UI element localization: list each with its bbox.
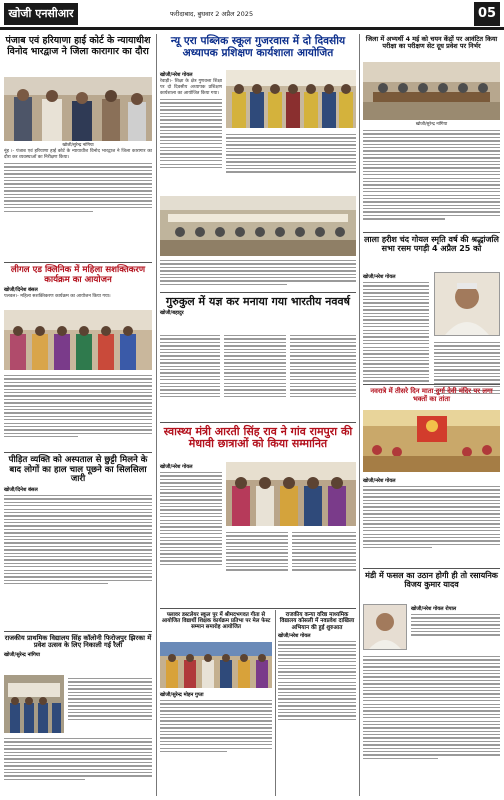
story-left-top: [4, 36, 152, 57]
story-center-top-body-2: [226, 132, 356, 175]
story-center-bottom: [160, 612, 272, 630]
headline: पीड़ित व्यक्ति को अस्पताल से छुट्टी मिलने के बाद लोगों का हाल चाल पूछने का सिलसिला जारी: [8, 455, 148, 485]
divider: [363, 232, 500, 233]
story-photo-health-minister: [226, 462, 356, 526]
portrait-photo: [434, 272, 500, 336]
story-right-mid-body: [363, 272, 429, 384]
body-text-lines: [68, 678, 152, 720]
column-divider: [275, 610, 276, 796]
story-photo-rally: [4, 675, 64, 733]
story-lead: रेवाड़ी।- शिक्षा के क्षेत्र गुणवत्ता शिक्षा पर दो दिवसीय अध्यापक प्रशिक्षण कार्यशाला का आयोजित किया गया।: [160, 79, 222, 96]
headline: राजकीय कन्या वरिष्ठ माध्यमिक विद्यालय कोसली में नवप्रवेश दाखिला अभियान की हुई शुरुआत: [279, 612, 355, 631]
column-divider: [359, 34, 360, 796]
story-center-mid-body: [160, 333, 220, 400]
story-center-mid-body-3: [290, 333, 356, 400]
photo-caption: खोजी/सुरेन्द्र नांगिया: [415, 122, 448, 127]
photo-caption: खोजी/सुरेन्द्र नांगिया: [62, 143, 94, 148]
story-photo-legal-aid: [4, 310, 152, 370]
headline: नवरात्रे में तीसरे दिन माता दुर्गा देवी मंदिर पर लगा भक्तों का तांता: [370, 387, 493, 403]
story-center-bottom-body: [160, 690, 272, 754]
story-photo-workshop-2: [160, 196, 356, 256]
story-center-health: [160, 426, 356, 451]
body-text-lines: [160, 335, 220, 397]
body-text-lines: [160, 472, 222, 565]
masthead: [0, 0, 504, 30]
divider: [160, 608, 356, 609]
story-right-temple: [363, 388, 500, 403]
story-center-mid: [160, 296, 356, 317]
divider: [4, 262, 152, 263]
column-divider: [156, 34, 157, 796]
story-center-health-body-3: [292, 530, 356, 573]
headline: लाला हरीश चंद गोयल स्मृति वर्ष की श्रद्धांजलि सभा रसम पगड़ी 4 अप्रैल 25 को: [364, 235, 499, 253]
story-center-health-body-2: [226, 530, 288, 573]
story-lead: पलवल।- महिला सशक्तिकरण कार्यक्रम का आयोजन किया गया।: [4, 294, 111, 300]
body-text-lines: [4, 163, 152, 212]
story-left-bottom-body-2: [4, 736, 152, 782]
body-text-lines: [363, 130, 500, 219]
headline: लीगल एड क्लिनिक में महिला सशक्तिकरण कार्यक्रम का आयोजन: [10, 265, 146, 285]
body-text-lines: [224, 335, 286, 397]
divider: [363, 568, 500, 569]
dateline: फरीदाबाद, बुधवार 2 अप्रैल 2025: [170, 10, 254, 18]
headline: मंडी में फसल का उठान होगी ही तो रसायनिक विजय कुमार यादव: [365, 571, 498, 589]
byline: खोजी/सुरेन्द्र नांगिया: [4, 651, 40, 658]
headline: गुरुकुल में यज्ञ कर मनाया गया भारतीय नववर्ष: [166, 295, 350, 308]
headline: पंजाब एवं हरियाणा हाई कोर्ट के न्यायाधीश विनोद भारद्वाज ने जिला कारागार का दौरा: [5, 35, 151, 57]
byline: खोजी/नरेश गोयल: [278, 632, 311, 639]
byline: खोजी/नरेश गोयल: [363, 478, 396, 484]
byline: खोजी/नरेश गोयल: [160, 464, 193, 470]
body-text-lines: [411, 614, 500, 636]
byline: खोजी/नरेश गोयल: [160, 72, 193, 78]
byline: खोजी/दिनेश बंसल: [4, 287, 38, 294]
body-text-lines: [160, 260, 356, 285]
body-text-lines: [363, 282, 429, 382]
story-photo-temple: [363, 410, 500, 472]
body-text-lines: [160, 700, 272, 752]
page-number: 05: [474, 2, 500, 26]
divider: [363, 384, 500, 385]
story-center-top-body: [160, 70, 222, 170]
story-left-mid-body: [4, 373, 152, 440]
body-text-lines: [226, 134, 356, 173]
story-lead: नूंह ।- पंजाब एवं हरियाणा हाई कोर्ट के न्यायाधीश विनोद भारद्वाज ने जिला कारागार का दौरा कर व्यवस्थाओं का निरीक्षण किया।: [4, 149, 152, 160]
story-photo-workshop: [226, 70, 356, 128]
byline: खोजी/सुरेन्द्र मोहन गुप्ता: [160, 692, 204, 698]
body-text-lines: [4, 495, 152, 584]
story-left-quote: [4, 456, 152, 587]
body-text-lines: [363, 486, 500, 548]
body-text-lines: [290, 335, 356, 397]
body-text-lines: [278, 641, 356, 720]
story-right-bottom: [363, 572, 500, 590]
story-right-bottom-body-2: [363, 654, 500, 761]
byline: खोजी/नरेश गोयल: [363, 274, 396, 280]
divider: [160, 292, 356, 293]
headline: फ्लावर डस्टलेयर स्कूल पुर में श्रीमदभगवत गीता से आयोजित विद्यार्थी शिक्षक कार्यक्रम प्रतिभा पर मेल फेस्ट सम्मान समारोह आयोजित: [161, 612, 271, 631]
story-left-bottom-body: [68, 676, 152, 722]
story-right-mid: [363, 236, 500, 254]
byline: खोजी/नरेश गोयल रोपाल: [411, 606, 457, 612]
divider: [4, 452, 152, 453]
headline: राजकीय प्राथमिक विद्यालय सिंह कॉलोनी फिरोजपुर झिरका में प्रवेश उत्सव के लिए निकाली गई रैली: [4, 634, 152, 650]
divider: [4, 631, 152, 632]
body-text-lines: [363, 656, 500, 759]
story-center-mid-body-2: [224, 333, 286, 400]
story-right-top-body: [363, 128, 500, 222]
byline: खोजी/बहादुर: [160, 310, 184, 317]
story-center-top: [160, 36, 356, 60]
newspaper-logo: खोजी एनसीआर: [4, 3, 78, 25]
story-left-bottom: [4, 635, 152, 659]
story-left-mid: [4, 266, 152, 300]
body-text-lines: [4, 375, 152, 437]
body-text-lines: [292, 532, 356, 571]
story-photo-meeting: [363, 62, 500, 120]
headline: जिला में अभ्यर्थी 4 मई को चयन केंद्रों पर आवंटित किया परीक्षा का परीक्षण सेट दूध प्रवेश पर निर्भर: [365, 35, 498, 51]
body-text-lines: [226, 532, 288, 571]
story-center-school: [278, 612, 356, 722]
headline: न्यू एरा पब्लिक स्कूल गुजरवास में दो दिवसीय अध्यापक प्रशिक्षण कार्यशाला आयोजित: [170, 35, 346, 59]
body-text-lines: [4, 738, 152, 780]
story-right-top: [363, 36, 500, 50]
story-right-temple-body: [363, 476, 500, 551]
story-photo-school-event: [160, 642, 272, 688]
headline: स्वास्थ्य मंत्री आरती सिंह राव ने गांव रामपुरा की मेधावी छात्राओं को किया सम्मानित: [163, 425, 353, 451]
story-center-top-body-3: [160, 258, 356, 287]
story-photo-jail-visit: [4, 77, 152, 141]
story-center-health-body: [160, 462, 222, 567]
story-left-top-body: [4, 149, 152, 214]
story-right-bottom-body: [411, 604, 500, 638]
body-text-lines: [160, 99, 222, 168]
portrait-photo: [363, 604, 407, 650]
byline: खोजी/दिनेश बंसल: [4, 486, 38, 493]
divider: [160, 422, 356, 423]
